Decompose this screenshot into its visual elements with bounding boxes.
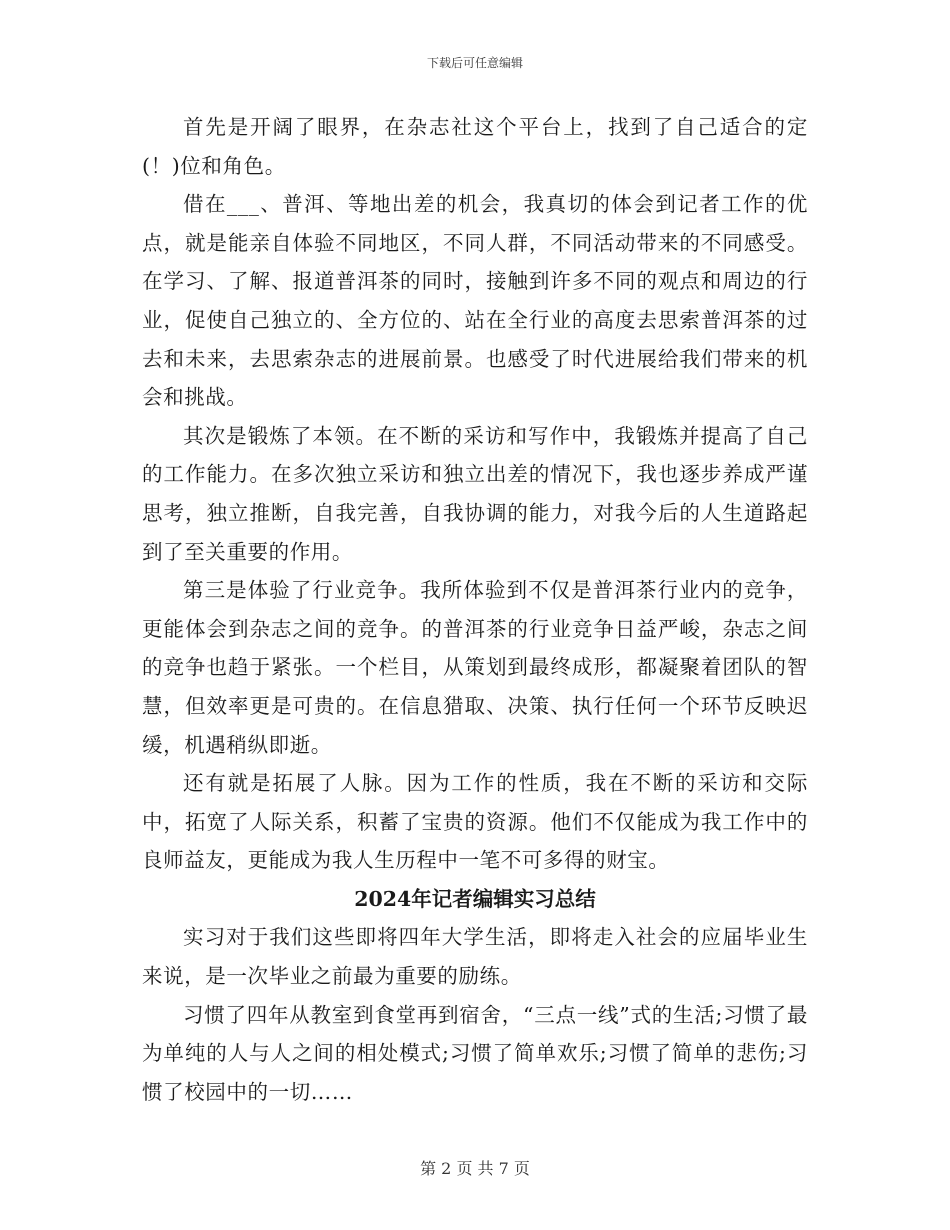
page-header: 下载后可任意编辑 bbox=[426, 56, 523, 70]
paragraph-skills-trained: 其次是锻炼了本领。在不断的采访和写作中，我锻炼并提高了自己的工作能力。在多次独立采访和独立出差的情况下，我也逐步养成严谨思考，独立推断，自我完善，自我协调的能力，对我今后的人生道路起到了至关重要的作用。 bbox=[142, 423, 808, 564]
paragraph-industry-competition: 第三是体验了行业竞争。我所体验到不仅是普洱茶行业内的竞争，更能体会到杂志之间的竞争。的普洱茶的行业竞争日益严峻，杂志之间的竞争也趋于紧张。一个栏目，从策划到最终成形，都凝聚着团队的智慧，但效率更是可贵的。在信息猎取、决策、执行任何一个环节反映迟缓，机遇稍纵即逝。 bbox=[142, 578, 808, 757]
paragraph-campus-habits: 习惯了四年从教室到食堂再到宿舍，“三点一线”式的生活;习惯了最为单纯的人与人之间的相处模式;习惯了简单欢乐;习惯了简单的悲伤;习惯了校园中的一切…… bbox=[142, 1002, 808, 1104]
paragraph-network-expanded: 还有就是拓展了人脉。因为工作的性质，我在不断的采访和交际中，拓宽了人际关系，积蓄了宝贵的资源。他们不仅能成为我工作中的良师益友，更能成为我人生历程中一笔不可多得的财宝。 bbox=[142, 771, 808, 873]
paragraph-internship-intro: 实习对于我们这些即将四年大学生活，即将走入社会的应届毕业生来说，是一次毕业之前最为重要的励练。 bbox=[142, 925, 808, 989]
paragraph-business-trips: 借在___、普洱、等地出差的机会，我真切的体会到记者工作的优点，就是能亲自体验不同地区，不同人群，不同活动带来的不同感受。在学习、了解、报道普洱茶的同时，接触到许多不同的观点和周边的行业，促使自己独立的、全方位的、站在全行业的高度去思索普洱茶的过去和未来，去思索杂志的进展前景。也感受了时代进展给我们带来的机会和挑战。 bbox=[142, 192, 808, 410]
section-title: 2024年记者编辑实习总结 bbox=[354, 886, 596, 911]
paragraph-broadened-horizons: 首先是开阔了眼界，在杂志社这个平台上，找到了自己适合的定(！)位和角色。 bbox=[142, 115, 808, 178]
document-body bbox=[142, 108, 808, 1111]
page-footer: 第 2 页 共 7 页 bbox=[420, 1159, 530, 1178]
